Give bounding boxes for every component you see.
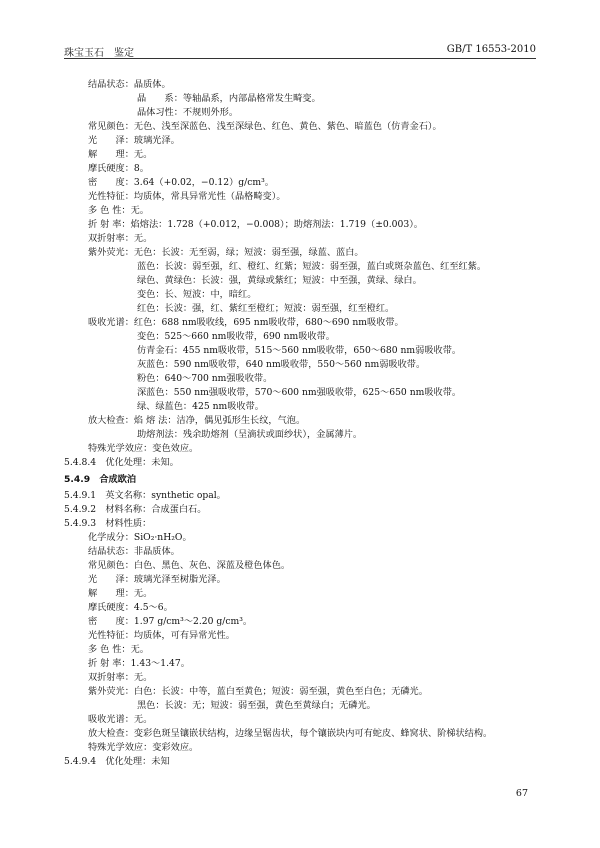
text-line: 双折射率：无。 (88, 233, 153, 244)
text-line: 5.4.9.1 英文名称：synthetic opal。 (64, 490, 226, 501)
text-line: 摩氏硬度：8。 (88, 163, 149, 174)
text-line: 红色：长波：强，红、紫红至橙红；短波：弱至强，红至橙红。 (137, 303, 395, 314)
text-line: 密 度：3.64（+0.02，−0.12）g/cm³。 (88, 177, 274, 188)
text-line: 密 度：1.97 g/cm³～2.20 g/cm³。 (88, 616, 253, 627)
text-line: 吸收光谱：无。 (88, 714, 153, 725)
text-line: 常见颜色：白色、黑色、灰色、深蓝及橙色体色。 (88, 560, 291, 571)
text-line: 放大检查：变彩色斑呈镶嵌状结构，边缘呈锯齿状，每个镶嵌块内可有蛇皮、蜂窝状、阶梯状结构。 (88, 728, 493, 739)
text-line: 灰蓝色：590 nm吸收带，640 nm吸收带，550～560 nm弱吸收带。 (137, 359, 426, 370)
text-line: 5.4.9.4 优化处理：未知 (64, 756, 170, 767)
text-line: 蓝色：长波：弱至强，红、橙红、红紫；短波：弱至强，蓝白或斑杂蓝色、红至红紫。 (137, 261, 487, 272)
text-line: 结晶状态：晶质体。 (88, 79, 171, 90)
text-line: 紫外荧光：白色：长波：中等，蓝白至黄色；短波：弱至强，黄色至白色；无磷光。 (88, 686, 428, 697)
text-line: 解 理：无。 (88, 588, 153, 599)
text-line: 常见颜色：无色、浅至深蓝色、浅至深绿色、红色、黄色、紫色、暗蓝色（仿青金石）。 (88, 121, 442, 132)
text-line: 放大检查：焰 熔 法：洁净，偶见弧形生长纹，气泡。 (88, 415, 306, 426)
text-line: 5.4.9.3 材料性质： (64, 518, 152, 529)
page-number: 67 (515, 788, 528, 799)
text-line: 黑色：长波：无；短波：弱至强，黄色至黄绿白；无磷光。 (137, 700, 376, 711)
section-heading: 5.4.9 合成欧泊 (64, 474, 137, 485)
text-line: 结晶状态：非晶质体。 (88, 546, 180, 557)
text-line: 光 泽：玻璃光泽至树脂光泽。 (88, 574, 226, 585)
text-line: 绿、绿蓝色：425 nm吸收带。 (137, 401, 264, 412)
text-line: 晶 系：等轴晶系，内部晶格常发生畸变。 (137, 93, 321, 104)
text-line: 解 理：无。 (88, 149, 153, 160)
text-line: 粉色：640～700 nm强吸收带。 (137, 373, 273, 384)
text-line: 仿青金石：455 nm吸收带，515～560 nm吸收带，650～680 nm弱吸收带。 (137, 345, 462, 356)
text-line: 双折射率：无。 (88, 672, 153, 683)
text-line: 光 泽：玻璃光泽。 (88, 135, 180, 146)
text-line: 折 射 率：1.43～1.47。 (88, 658, 190, 669)
text-line: 多 色 性：无。 (88, 205, 149, 216)
header-standard-title: 珠宝玉石 鉴定 (64, 48, 134, 59)
text-line: 光性特征：均质体，可有异常光性。 (88, 630, 235, 641)
text-line: 深蓝色：550 nm强吸收带，570～600 nm强吸收带，625～650 nm吸收带。 (137, 387, 462, 398)
header-divider (64, 58, 536, 59)
text-line: 变色：长、短波：中，暗红。 (137, 289, 257, 300)
text-line: 紫外荧光：无色：长波：无至弱，绿；短波：弱至强，绿蓝、蓝白。 (88, 247, 364, 258)
text-line: 绿色、黄绿色：长波：强，黄绿或紫红；短波：中至强，黄绿、绿白。 (137, 275, 422, 286)
text-line: 折 射 率：焰熔法：1.728（+0.012，−0.008）；助熔剂法：1.719（±0.003）。 (88, 219, 423, 230)
text-line: 5.4.9.2 材料名称：合成蛋白石。 (64, 504, 207, 515)
text-line: 光性特征：均质体，常具异常光性（晶格畸变）。 (88, 191, 286, 202)
text-line: 多 色 性：无。 (88, 644, 149, 655)
text-line: 变色：525～660 nm吸收带，690 nm吸收带。 (137, 331, 335, 342)
text-line: 5.4.8.4 优化处理：未知。 (64, 457, 179, 468)
text-line: 助熔剂法：残余助熔剂（呈滴状或面纱状），金属薄片。 (137, 429, 363, 440)
text-line: 晶体习性：不规则外形。 (137, 107, 239, 118)
text-line: 摩氏硬度：4.5～6。 (88, 602, 173, 613)
text-line: 吸收光谱：红色：688 nm吸收线，695 nm吸收带，680～690 nm吸收带。 (88, 317, 404, 328)
text-line: 化学成分：SiO₂·nH₂O。 (88, 532, 192, 543)
header-standard-code: GB/T 16553-2010 (446, 44, 536, 55)
text-line: 特殊光学效应：变色效应。 (88, 443, 199, 454)
text-line: 特殊光学效应：变彩效应。 (88, 742, 199, 753)
